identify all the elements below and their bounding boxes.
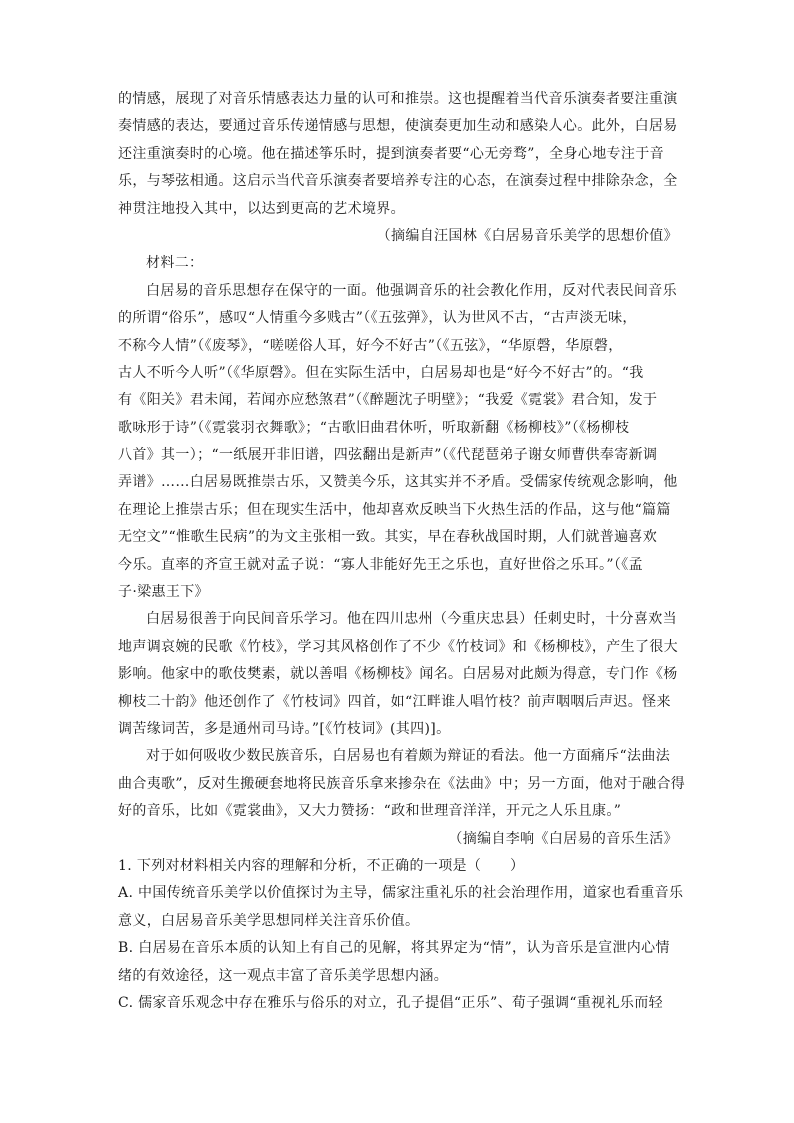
- text-line: 影响。他家中的歌伎樊素，就以善唱《杨柳枝》闻名。白居易对此颇为得意，专门作《杨: [118, 666, 678, 683]
- option-a-line-1: A. 中国传统音乐美学以价值探讨为主导，儒家注重礼乐的社会治理作用，道家也看重音乐: [118, 885, 684, 902]
- text-line: 的情感，展现了对音乐情感表达力量的认可和推崇。这也提醒着当代音乐演奏者要注重演: [118, 91, 678, 107]
- text-line: 还注重演奏时的心境。他在描述筝乐时，提到演奏者要“心无旁骛”，全身心地专注于音: [118, 145, 664, 162]
- option-c-line-1: C. 儒家音乐观念中存在雅乐与俗乐的对立，孔子提倡“正乐”、荀子强调“重视礼乐而轻: [118, 994, 663, 1011]
- text-line: 地声调哀婉的民歌《竹枝》，学习其风格创作了不少《竹枝词》和《杨柳枝》，产生了很大: [118, 638, 678, 655]
- paragraph-2: [118, 278, 678, 607]
- text-line: 乐，与琴弦相通。这启示当代音乐演奏者要培养专注的心态，在演奏过程中排除杂念，全: [118, 173, 678, 190]
- paragraph-1: [118, 86, 678, 223]
- text-line: 白居易的音乐思想存在保守的一面。他强调音乐的社会教化作用，反对代表民间音乐: [146, 282, 677, 299]
- text-line: 奏情感的表达，要通过音乐传递情感与思想，使演奏更加生动和感染人心。此外，白居易: [118, 118, 678, 135]
- text-line: 调苦缘词苦，多是通州司马诗。”[《竹枝词》(其四)]。: [118, 720, 451, 737]
- text-line: 不称今人情”（《废琴》，“嗟嗟俗人耳，好今不好古”（《五弦》，“华原磬，华原磬，: [118, 337, 623, 354]
- option-a-line-2: 意义，白居易音乐美学思想同样关注音乐价值。: [118, 912, 420, 929]
- option-b-line-1: B. 白居易在音乐本质的认知上有自己的见解，将其界定为“情”，认为音乐是宣泄内心情: [118, 940, 670, 957]
- text-line: 对于如何吸收少数民族音乐，白居易也有着颇为辩证的看法。他一方面痛斥“法曲法: [146, 748, 671, 765]
- text-line: 无空文”“惟歌生民病”的为文主张相一致。其实，早在春秋战国时期，人们就普遍喜欢: [118, 529, 658, 546]
- material-2-heading: 材料二：: [146, 255, 204, 272]
- text-line: 好的音乐，比如《霓裳曲》，又大力赞扬：“政和世理音洋洋，开元之人乐且康。”: [118, 803, 622, 820]
- question-stem: 1. 下列对材料相关内容的理解和分析，不正确的一项是（ ）: [118, 857, 525, 874]
- text-line: 今乐。直率的齐宣王就对孟子说：“寡人非能好先王之乐也，直好世俗之乐耳。”（《孟: [118, 556, 643, 573]
- question-1: [118, 853, 684, 1017]
- text-line: 曲合夷歌”，反对生搬硬套地将民族音乐拿来掺杂在《法曲》中；另一方面，他对于融合得: [118, 775, 686, 792]
- option-b-line-2: 绪的有效途径，这一观点丰富了音乐美学思想内涵。: [118, 967, 449, 984]
- paragraph-3: [118, 606, 678, 743]
- text-line: 白居易很善于向民间音乐学习。他在四川忠州（今重庆忠县）任刺史时，十分喜欢当: [146, 611, 677, 628]
- text-line: 在理论上推崇古乐；但在现实生活中，他却喜欢反映当下火热生活的作品，这与他“篇篇: [118, 501, 671, 518]
- text-line: 有《阳关》君未闻，若闻亦应愁煞君”（《醉题沈子明壁》；“我爱《霓裳》君合知，发于: [118, 392, 658, 409]
- source-citation-2: （摘编自李响《白居易的音乐生活》: [448, 830, 678, 847]
- text-line: 八首》其一）；“一纸展开非旧谱，四弦翻出是新声”（《代琵琶弟子谢女师曹供奉寄新调: [118, 447, 658, 464]
- paragraph-4: [118, 743, 686, 825]
- text-line: 的所谓“俗乐”，感叹“人情重今多贱古”（《五弦弹》，认为世风不古，“古声淡无味，: [118, 310, 637, 327]
- text-line: 子·梁惠王下》: [118, 584, 209, 601]
- text-line: 弄谱》……白居易既推崇古乐，又赞美今乐，这其实并不矛盾。受儒家传统观念影响，他: [118, 474, 678, 491]
- text-line: 柳枝二十韵》他还创作了《竹枝词》四首，如“江畔谁人唱竹枝？前声咽咽后声迟。怪来: [118, 693, 671, 710]
- document-page: [118, 86, 686, 1017]
- text-line: 古人不听今人听”（《华原磬》。但在实际生活中，白居易却也是“好今不好古”的。“我: [118, 364, 644, 381]
- source-citation-1: （摘编自汪国林《白居易音乐美学的思想价值》: [376, 227, 678, 244]
- text-line: 歌咏形于诗”（《霓裳羽衣舞歌》；“古歌旧曲君休听，听取新翻《杨柳枝》”（《杨柳枝: [118, 419, 630, 436]
- text-line: 神贯注地投入其中，以达到更高的艺术境界。: [118, 200, 405, 217]
